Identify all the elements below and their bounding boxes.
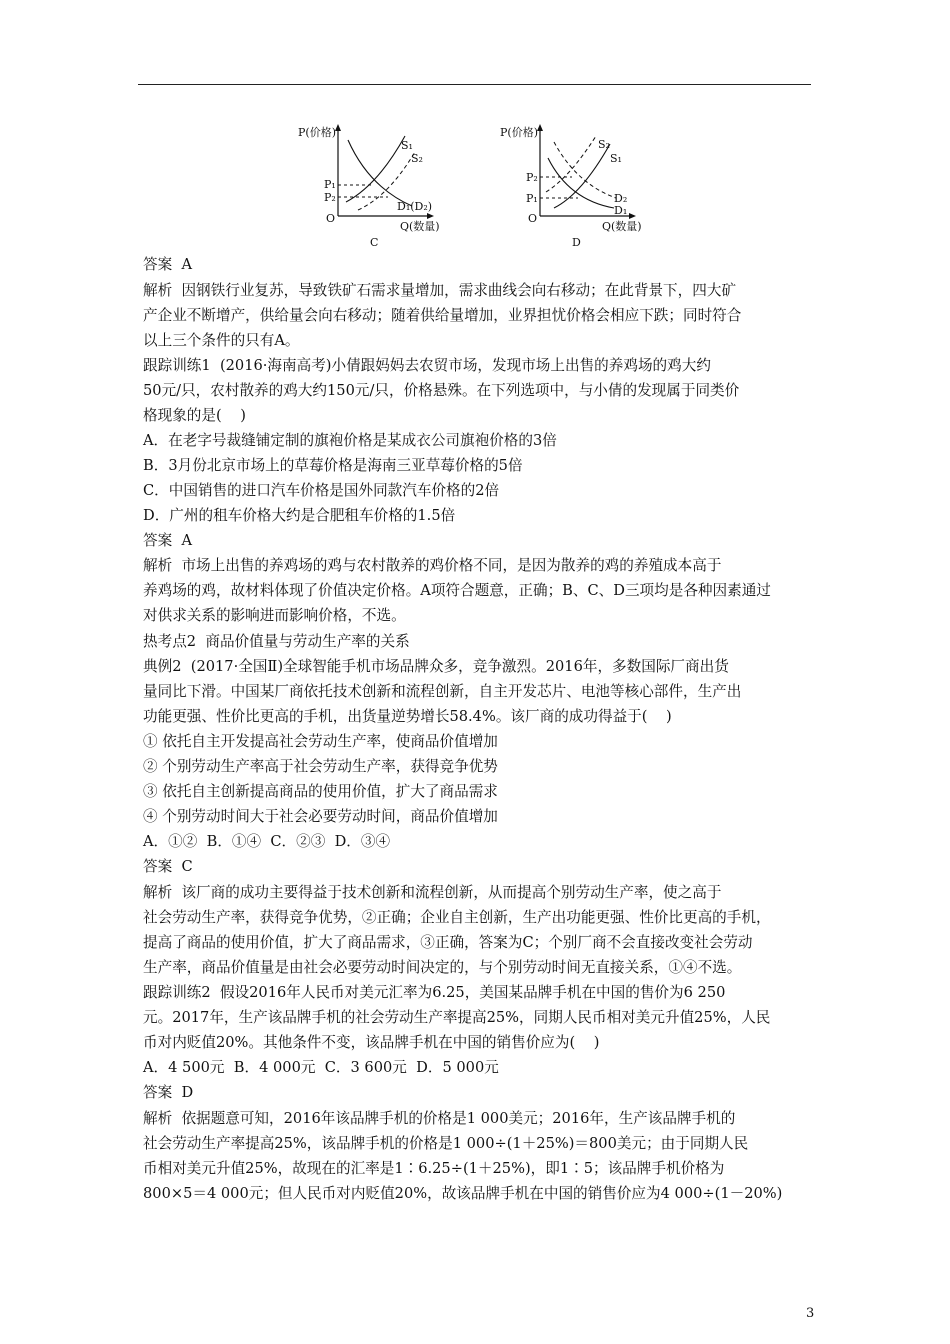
text-line: 典例2 (2017·全国Ⅱ)全球智能手机市场品牌众多，竞争激烈。2016年，多数国际厂商出货 xyxy=(143,658,729,675)
text-line: 以上三个条件的只有A。 xyxy=(143,332,300,349)
figure-c-origin: O xyxy=(326,212,336,225)
text-line: 提高了商品的使用价值，扩大了商品需求，③正确，答案为C；个别厂商不会直接改变社会劳动 xyxy=(143,934,753,951)
option-line: C．中国销售的进口汽车价格是国外同款汽车价格的2倍 xyxy=(143,482,500,499)
figure-c-x-axis-label: Q(数量) xyxy=(400,220,440,233)
text-line: 产企业不断增产，供给量会向右移动；随着供给量增加，业界担忧价格会相应下跌；同时符合 xyxy=(143,307,742,324)
figure-c-p2-label: P₂ xyxy=(324,191,336,204)
text-line: 跟踪训练2 假设2016年人民币对美元汇率为6.25，美国某品牌手机在中国的售价为6 250 xyxy=(143,984,726,1001)
figure-c-p1-label: P₁ xyxy=(324,178,336,191)
figure-d-p2-label: P₂ xyxy=(526,171,538,184)
text-line: 生产率，商品价值量是由社会必要劳动时间决定的，与个别劳动时间无直接关系，①④不选。 xyxy=(143,959,742,976)
page-number: 3 xyxy=(806,1306,815,1321)
figure-c-supply2-label: S₂ xyxy=(411,152,423,165)
header-rule xyxy=(138,84,811,85)
option-line: D．广州的租车价格大约是合肥租车价格的1.5倍 xyxy=(143,507,456,524)
option-line: A．在老字号裁缝铺定制的旗袍价格是某成衣公司旗袍价格的3倍 xyxy=(143,432,557,449)
text-line: 币相对美元升值25%，故现在的汇率是1∶6.25÷(1＋25%)，即1∶5；该品牌手机价格为 xyxy=(143,1160,725,1177)
text-line: 解析 市场上出售的养鸡场的鸡与农村散养的鸡价格不同，是因为散养的鸡的养殖成本高于 xyxy=(143,557,722,574)
figure-c-supply-demand xyxy=(290,112,470,252)
text-line: 社会劳动生产率提高25%，该品牌手机的价格是1 000÷(1＋25%)＝800美元；由于同期人民 xyxy=(143,1135,749,1152)
text-line: 解析 依据题意可知，2016年该品牌手机的价格是1 000美元；2016年，生产该品牌手机的 xyxy=(143,1110,736,1127)
option-line: ③ 依托自主创新提高商品的使用价值，扩大了商品需求 xyxy=(143,783,498,800)
text-line: 养鸡场的鸡，故材料体现了价值决定价格。A项符合题意，正确；B、C、D三项均是各种因素通过 xyxy=(143,582,771,599)
section-heading: 热考点2 商品价值量与劳动生产率的关系 xyxy=(143,633,410,650)
figure-d-p1-label: P₁ xyxy=(526,192,538,205)
figure-d-caption: D xyxy=(572,236,581,249)
figure-d-supply1-curve xyxy=(554,144,610,208)
figure-d-svg xyxy=(492,112,672,252)
option-line: ① 依托自主开发提高社会劳动生产率，使商品价值增加 xyxy=(143,733,498,750)
figure-d-supply-demand xyxy=(492,112,672,252)
text-line: 800×5＝4 000元；但人民币对内贬值20%，故该品牌手机在中国的销售价应为4 000÷(1－20%) xyxy=(143,1185,783,1202)
text-line: 50元/只，农村散养的鸡大约150元/只，价格悬殊。在下列选项中，与小倩的发现属于同类价 xyxy=(143,382,740,399)
figure-d-y-axis-label: P(价格) xyxy=(500,126,538,139)
text-line: 答案 C xyxy=(143,858,193,875)
figure-c-svg xyxy=(290,112,470,252)
figure-d-supply2-label: S₂ xyxy=(598,138,610,151)
text-line: 解析 因钢铁行业复苏，导致铁矿石需求量增加，需求曲线会向右移动；在此背景下，四大矿 xyxy=(143,282,737,299)
figure-c-caption: C xyxy=(370,236,379,249)
figure-c-supply1-curve xyxy=(346,136,405,202)
text-line: 对供求关系的影响进而影响价格，不选。 xyxy=(143,607,406,624)
text-line: 量同比下滑。中国某厂商依托技术创新和流程创新，自主开发芯片、电池等核心部件，生产出 xyxy=(143,683,742,700)
figure-d-origin: O xyxy=(528,212,538,225)
figure-d-demand2-label: D₂ xyxy=(614,192,628,205)
text-line: 元。2017年，生产该品牌手机的社会劳动生产率提高25%，同期人民币相对美元升值25%，人民 xyxy=(143,1009,771,1026)
text-line: 解析 该厂商的成功主要得益于技术创新和流程创新，从而提高个别劳动生产率，使之高于 xyxy=(143,884,722,901)
figure-c-demand-label: D₁(D₂) xyxy=(397,200,433,213)
text-line: 社会劳动生产率，获得竞争优势，②正确；企业自主创新，生产出功能更强、性价比更高的手机， xyxy=(143,909,771,926)
text-line: 功能更强、性价比更高的手机，出货量逆势增长58.4%。该厂商的成功得益于( ) xyxy=(143,708,672,725)
option-line: B．3月份北京市场上的草莓价格是海南三亚草莓价格的5倍 xyxy=(143,457,523,474)
text-line: 格现象的是( ) xyxy=(143,407,246,424)
text-line: 答案 A xyxy=(143,256,193,273)
option-line: ④ 个别劳动时间大于社会必要劳动时间，商品价值增加 xyxy=(143,808,498,825)
option-line: A．①② B．①④ C．②③ D．③④ xyxy=(143,833,391,850)
figure-c-x-arrow xyxy=(427,213,434,219)
text-line: 答案 D xyxy=(143,1084,194,1101)
text-line: 币对内贬值20%。其他条件不变，该品牌手机在中国的销售价应为( ) xyxy=(143,1034,600,1051)
figure-d-supply2-curve xyxy=(546,136,596,192)
figure-c-y-axis-label: P(价格) xyxy=(298,126,336,139)
figure-d-x-axis-label: Q(数量) xyxy=(602,220,642,233)
figure-c-supply1-label: S₁ xyxy=(401,139,413,152)
text-line: 答案 A xyxy=(143,532,193,549)
figure-d-x-arrow xyxy=(629,213,636,219)
option-line: ② 个别劳动生产率高于社会劳动生产率，获得竞争优势 xyxy=(143,758,498,775)
figure-d-supply1-label: S₁ xyxy=(610,152,622,165)
text-line: 跟踪训练1 (2016·海南高考)小倩跟妈妈去农贸市场，发现市场上出售的养鸡场的鸡大约 xyxy=(143,357,711,374)
figure-d-demand1-label: D₁ xyxy=(614,204,628,217)
option-line: A．4 500元 B．4 000元 C．3 600元 D．5 000元 xyxy=(143,1059,499,1076)
